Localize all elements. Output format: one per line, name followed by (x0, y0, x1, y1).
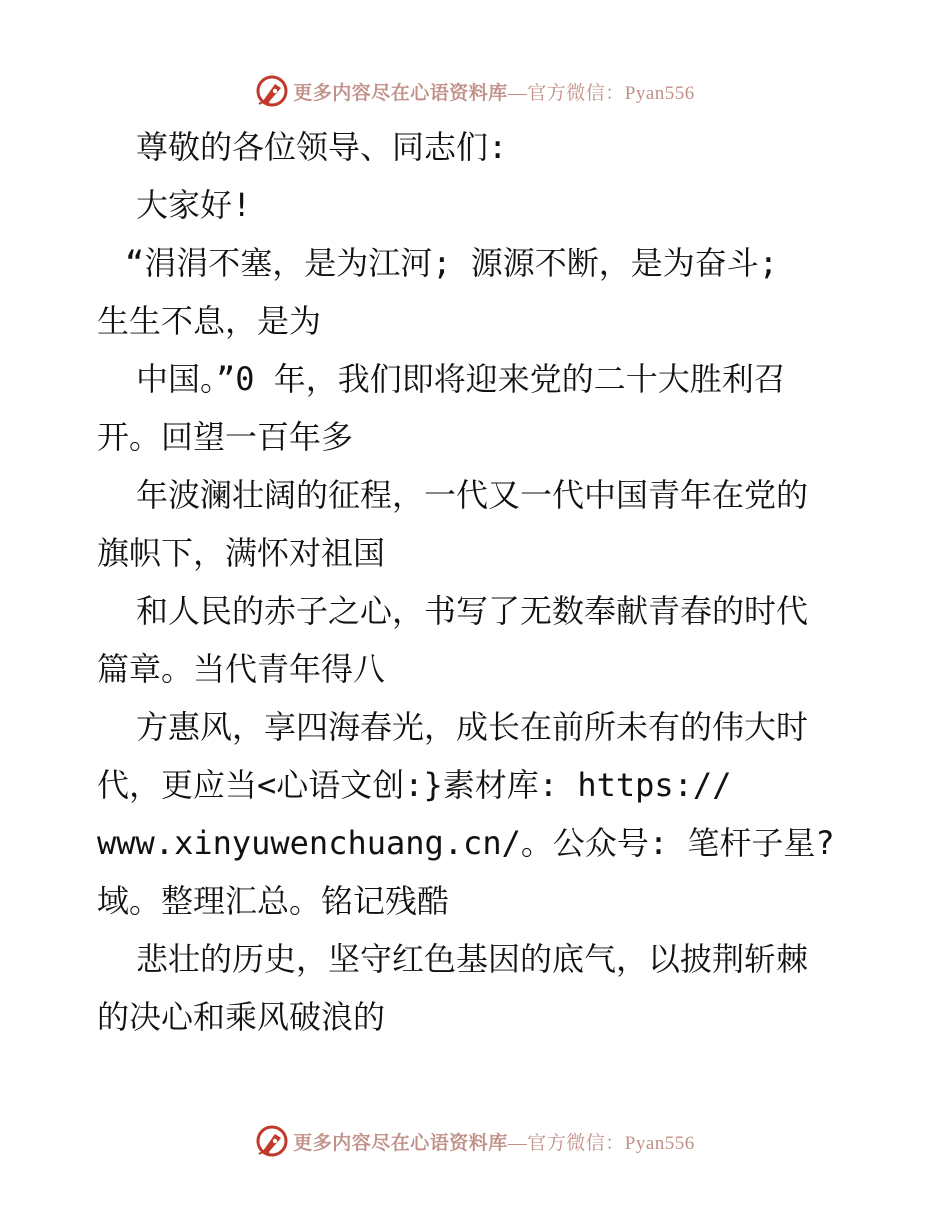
text-line: 大家好! (136, 186, 252, 224)
text-line: 生生不息，是为 (97, 302, 322, 340)
text-line: www.xinyuwenchuang.cn/。公众号: 笔杆子星? (97, 824, 835, 862)
text-line: 旗帜下，满怀对祖国 (97, 534, 386, 572)
text-line: 的决心和乘风破浪的 (97, 998, 386, 1036)
banner-dash: — (507, 1132, 528, 1154)
text-line: 尊敬的各位领导、同志们: (136, 128, 508, 166)
text-line: 和人民的赤子之心，书写了无数奉献青春的时代 (136, 592, 809, 630)
header-banner-text (293, 78, 695, 105)
banner-brand-text: 更多内容尽在心语资料库 (293, 82, 508, 104)
document-body (97, 118, 857, 1046)
footer-banner (0, 1121, 950, 1161)
banner-wechat-text: 官方微信：Pyan556 (527, 82, 695, 104)
banner-brand-text: 更多内容尽在心语资料库 (293, 1132, 508, 1154)
footer-banner-text (293, 1128, 695, 1155)
text-line: 开。回望一百年多 (97, 418, 354, 456)
text-line: “涓涓不塞，是为江河; 源源不断，是为奋斗; (125, 244, 779, 282)
pen-nib-logo-icon (255, 1124, 289, 1158)
text-line: 悲壮的历史，坚守红色基因的底气，以披荆斩棘 (136, 940, 809, 978)
text-line: 篇章。当代青年得八 (97, 650, 386, 688)
text-line: 年波澜壮阔的征程，一代又一代中国青年在党的 (136, 476, 809, 514)
text-line: 中国。”0 年，我们即将迎来党的二十大胜利召 (136, 360, 786, 398)
pen-nib-logo-icon (255, 74, 289, 108)
text-line: 方惠风，享四海春光，成长在前所未有的伟大时 (136, 708, 809, 746)
banner-wechat-text: 官方微信：Pyan556 (527, 1132, 695, 1154)
text-line: 代，更应当<心语文创:}素材库: https:// (97, 766, 732, 804)
text-line: 域。整理汇总。铭记残酷 (97, 882, 450, 920)
banner-dash: — (507, 82, 528, 104)
header-banner (0, 71, 950, 111)
